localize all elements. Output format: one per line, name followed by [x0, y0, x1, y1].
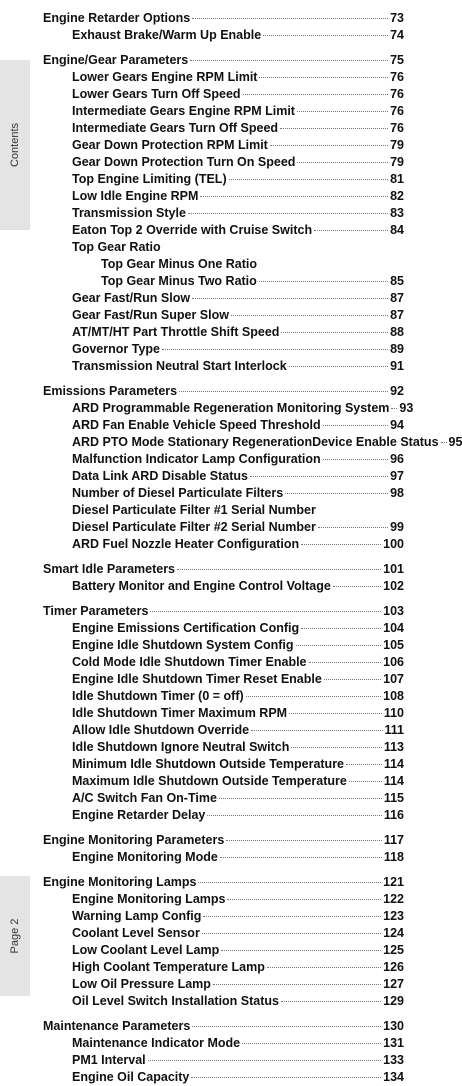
toc-section-heading[interactable]: [43, 874, 404, 891]
section-page-number: 101: [383, 562, 404, 576]
toc-entry[interactable]: [43, 1035, 404, 1052]
entry-title: Intermediate Gears Engine RPM Limit: [72, 104, 295, 118]
entry-page-number: 114: [383, 757, 404, 771]
entry-page-number: 123: [383, 909, 404, 923]
page-tab[interactable]: [0, 876, 30, 996]
entry-page-number: 105: [383, 638, 404, 652]
dot-leader: [207, 815, 381, 816]
entry-title: Low Idle Engine RPM: [72, 189, 199, 203]
entry-page-number: 110: [383, 706, 404, 720]
entry-page-number: 76: [390, 121, 404, 135]
toc-entry[interactable]: [43, 578, 404, 595]
entry-page-number: 76: [390, 70, 404, 84]
dot-leader: [281, 332, 388, 333]
toc-entry[interactable]: [43, 942, 404, 959]
entry-title: Malfunction Indicator Lamp Configuration: [72, 452, 321, 466]
entry-title: Intermediate Gears Turn Off Speed: [72, 121, 279, 135]
entry-page-number: 79: [390, 155, 404, 169]
toc-entry[interactable]: [43, 120, 404, 137]
toc-section-timer-parameters: [43, 603, 404, 824]
toc-entry[interactable]: [43, 637, 404, 654]
dot-leader: [192, 298, 388, 299]
dot-leader: [179, 391, 388, 392]
section-page-number: 75: [390, 53, 404, 67]
section-title: Engine Monitoring Parameters: [43, 833, 225, 847]
section-title: Maintenance Parameters: [43, 1019, 191, 1033]
dot-leader: [226, 840, 382, 841]
dot-leader: [198, 882, 381, 883]
dot-leader: [291, 747, 381, 748]
dot-leader: [281, 1001, 381, 1002]
entry-page-number: 94: [390, 418, 404, 432]
entry-title: Exhaust Brake/Warm Up Enable: [72, 28, 262, 42]
dot-leader: [190, 60, 388, 61]
toc-entry[interactable]: [43, 773, 404, 790]
entry-page-number: 111: [384, 723, 404, 737]
entry-title: Allow Idle Shutdown Override: [72, 723, 250, 737]
entry-title: Gear Down Protection Turn On Speed: [72, 155, 296, 169]
entry-title: Top Gear Ratio: [72, 240, 161, 254]
dot-leader: [349, 781, 382, 782]
entry-title: Idle Shutdown Timer Maximum RPM: [72, 706, 288, 720]
entry-page-number: 81: [390, 172, 404, 186]
dot-leader: [250, 476, 388, 477]
entry-page-number: 107: [383, 672, 404, 686]
dot-leader: [309, 662, 382, 663]
toc-entry[interactable]: [43, 925, 404, 942]
toc-entry[interactable]: [43, 69, 404, 86]
entry-page-number: 79: [390, 138, 404, 152]
entry-page-number: 102: [383, 579, 404, 593]
entry-page-number: 113: [383, 740, 404, 754]
toc-section-engine-monitoring-lamps: [43, 874, 404, 1010]
toc-section-engine-gear-parameters: [43, 52, 404, 375]
entry-page-number: 95: [448, 435, 462, 449]
dot-leader: [162, 349, 388, 350]
section-page-number: 130: [383, 1019, 404, 1033]
page-tab-label: Page 2: [9, 918, 21, 954]
entry-title: Low Coolant Level Lamp: [72, 943, 220, 957]
toc-entry[interactable]: [43, 1052, 404, 1069]
entry-page-number: 106: [383, 655, 404, 669]
toc-entry[interactable]: [43, 705, 404, 722]
entry-page-number: 124: [383, 926, 404, 940]
toc-entry[interactable]: [43, 502, 404, 519]
dot-leader: [289, 713, 382, 714]
entry-title: Data Link ARD Disable Status: [72, 469, 248, 483]
entry-page-number: 91: [390, 359, 404, 373]
toc-entry[interactable]: [43, 273, 404, 290]
dot-leader: [314, 230, 388, 231]
toc-entry[interactable]: [43, 908, 404, 925]
toc-section-heading[interactable]: [43, 383, 404, 400]
entry-title: ARD Programmable Regeneration Monitoring System: [72, 401, 390, 415]
toc-section-heading[interactable]: [43, 52, 404, 69]
dot-leader: [263, 35, 388, 36]
entry-title: Engine Retarder Delay: [72, 808, 206, 822]
entry-page-number: 83: [390, 206, 404, 220]
entry-title: Transmission Style: [72, 206, 186, 220]
toc-section-engine-retarder-options: [43, 10, 404, 44]
dot-leader: [301, 544, 381, 545]
dot-leader: [227, 899, 381, 900]
toc-entry[interactable]: [43, 468, 404, 485]
toc-entry[interactable]: [43, 451, 404, 468]
entry-title: AT/MT/HT Part Throttle Shift Speed: [72, 325, 280, 339]
entry-title: High Coolant Temperature Lamp: [72, 960, 265, 974]
dot-leader: [318, 527, 388, 528]
entry-title: PM1 Interval: [72, 1053, 146, 1067]
toc-entry[interactable]: [43, 86, 404, 103]
toc-entry[interactable]: [43, 671, 404, 688]
entry-title: Coolant Level Sensor: [72, 926, 200, 940]
dot-leader: [346, 764, 382, 765]
entry-title: ARD Fan Enable Vehicle Speed Threshold: [72, 418, 321, 432]
entry-title: Engine Idle Shutdown System Config: [72, 638, 294, 652]
dot-leader: [219, 798, 382, 799]
entry-title: Governor Type: [72, 342, 160, 356]
toc-entry[interactable]: [43, 519, 404, 536]
dot-leader: [285, 493, 388, 494]
entry-page-number: 131: [383, 1036, 404, 1050]
toc-section-heading[interactable]: [43, 832, 404, 849]
dot-leader: [267, 967, 381, 968]
dot-leader: [202, 933, 381, 934]
dot-leader: [192, 1026, 381, 1027]
toc-entry[interactable]: [43, 849, 404, 866]
section-title: Engine/Gear Parameters: [43, 53, 189, 67]
dot-leader: [150, 611, 381, 612]
entry-title: A/C Switch Fan On-Time: [72, 791, 217, 805]
section-title: Engine Retarder Options: [43, 11, 191, 25]
dot-leader: [220, 857, 382, 858]
section-page-number: 73: [390, 11, 404, 25]
dot-leader: [192, 18, 388, 19]
dot-leader: [323, 459, 388, 460]
toc-entry[interactable]: [43, 620, 404, 637]
dot-leader: [203, 916, 381, 917]
entry-page-number: 85: [390, 274, 404, 288]
entry-page-number: 84: [390, 223, 404, 237]
entry-title: Gear Fast/Run Super Slow: [72, 308, 229, 322]
section-title: Emissions Parameters: [43, 384, 178, 398]
toc-entry[interactable]: [43, 290, 404, 307]
entry-page-number: 89: [390, 342, 404, 356]
toc-entry[interactable]: [43, 154, 404, 171]
toc-entry[interactable]: [43, 171, 404, 188]
toc-entry[interactable]: [43, 1069, 404, 1086]
entry-title: Maintenance Indicator Mode: [72, 1036, 241, 1050]
entry-title: Oil Level Switch Installation Status: [72, 994, 279, 1008]
entry-title: Diesel Particulate Filter #2 Serial Number: [72, 520, 316, 534]
entry-page-number: 127: [383, 977, 404, 991]
entry-page-number: 108: [383, 689, 404, 703]
toc-section-emissions-parameters: [43, 383, 462, 553]
toc-entry[interactable]: [43, 256, 404, 273]
toc-section-heading[interactable]: [43, 561, 404, 578]
toc-entry[interactable]: [43, 222, 404, 239]
toc-entry[interactable]: [43, 807, 404, 824]
entry-page-number: 133: [383, 1053, 404, 1067]
entry-title: Engine Idle Shutdown Timer Reset Enable: [72, 672, 322, 686]
dot-leader: [243, 94, 389, 95]
entry-title: Lower Gears Turn Off Speed: [72, 87, 241, 101]
toc-entry[interactable]: [43, 688, 404, 705]
toc-entry[interactable]: [43, 891, 404, 908]
entry-page-number: 118: [383, 850, 404, 864]
dot-leader: [301, 628, 381, 629]
entry-page-number: 126: [383, 960, 404, 974]
contents-tab-label: Contents: [9, 122, 21, 168]
toc-entry[interactable]: [43, 790, 404, 807]
toc-entry[interactable]: [43, 417, 404, 434]
entry-title: Top Gear Minus Two Ratio: [101, 274, 257, 288]
dot-leader: [280, 128, 388, 129]
entry-title: Engine Emissions Certification Config: [72, 621, 300, 635]
entry-title: Diesel Particulate Filter #1 Serial Number: [72, 503, 316, 517]
toc-entry[interactable]: [43, 103, 404, 120]
entry-title: Maximum Idle Shutdown Outside Temperature: [72, 774, 347, 788]
toc-entry[interactable]: [43, 959, 404, 976]
toc-section-heading[interactable]: [43, 1018, 404, 1035]
dot-leader: [324, 679, 381, 680]
toc-entry[interactable]: [43, 756, 404, 773]
toc-entry[interactable]: [43, 27, 404, 44]
entry-title: Idle Shutdown Ignore Neutral Switch: [72, 740, 290, 754]
dot-leader: [391, 408, 397, 409]
dot-leader: [289, 366, 388, 367]
entry-page-number: 87: [390, 308, 404, 322]
toc-entry[interactable]: [43, 341, 404, 358]
toc-entry[interactable]: [43, 976, 404, 993]
entry-page-number: 93: [399, 401, 414, 415]
entry-title: Battery Monitor and Engine Control Voltage: [72, 579, 331, 593]
toc-entry[interactable]: [43, 239, 404, 256]
dot-leader: [259, 281, 388, 282]
toc-section-maintenance-parameters: [43, 1018, 404, 1086]
dot-leader: [148, 1060, 382, 1061]
entry-title: Engine Monitoring Mode: [72, 850, 218, 864]
entry-page-number: 97: [390, 469, 404, 483]
entry-page-number: 74: [390, 28, 404, 42]
entry-title: Cold Mode Idle Shutdown Timer Enable: [72, 655, 307, 669]
entry-page-number: 82: [390, 189, 404, 203]
toc-entry[interactable]: [43, 205, 404, 222]
toc-entry[interactable]: [43, 993, 404, 1010]
dot-leader: [188, 213, 388, 214]
toc-entry[interactable]: [43, 358, 404, 375]
dot-leader: [296, 645, 382, 646]
entry-page-number: 87: [390, 291, 404, 305]
toc-section-heading[interactable]: [43, 603, 404, 620]
entry-page-number: 100: [383, 537, 404, 551]
section-title: Timer Parameters: [43, 604, 149, 618]
toc-entry[interactable]: [43, 739, 404, 756]
entry-page-number: 88: [390, 325, 404, 339]
section-page-number: 121: [383, 875, 404, 889]
table-of-contents: [43, 10, 462, 1086]
dot-leader: [323, 425, 388, 426]
entry-title: Engine Monitoring Lamps: [72, 892, 226, 906]
entry-page-number: 134: [383, 1070, 404, 1084]
entry-title: Minimum Idle Shutdown Outside Temperature: [72, 757, 345, 771]
dot-leader: [242, 1043, 381, 1044]
entry-page-number: 115: [383, 791, 404, 805]
section-page-number: 92: [390, 384, 404, 398]
toc-entry[interactable]: [43, 137, 404, 154]
entry-page-number: 99: [390, 520, 404, 534]
section-page-number: 117: [383, 833, 404, 847]
entry-page-number: 116: [383, 808, 404, 822]
dot-leader: [177, 569, 381, 570]
toc-entry[interactable]: [43, 434, 462, 451]
dot-leader: [246, 696, 381, 697]
toc-entry[interactable]: [43, 307, 404, 324]
section-title: Smart Idle Parameters: [43, 562, 176, 576]
entry-title: Number of Diesel Particulate Filters: [72, 486, 284, 500]
entry-title: Gear Down Protection RPM Limit: [72, 138, 268, 152]
entry-page-number: 122: [383, 892, 404, 906]
dot-leader: [441, 442, 447, 443]
toc-entry[interactable]: [43, 324, 404, 341]
dot-leader: [333, 586, 381, 587]
dot-leader: [259, 77, 388, 78]
entry-title: Gear Fast/Run Slow: [72, 291, 191, 305]
section-page-number: 103: [383, 604, 404, 618]
toc-entry[interactable]: [43, 400, 414, 417]
entry-page-number: 98: [390, 486, 404, 500]
entry-title: Eaton Top 2 Override with Cruise Switch: [72, 223, 313, 237]
toc-entry[interactable]: [43, 536, 404, 553]
entry-page-number: 76: [390, 87, 404, 101]
entry-page-number: 76: [390, 104, 404, 118]
entry-page-number: 104: [383, 621, 404, 635]
entry-page-number: 114: [383, 774, 404, 788]
dot-leader: [270, 145, 388, 146]
dot-leader: [251, 730, 382, 731]
toc-entry[interactable]: [43, 188, 404, 205]
toc-entry[interactable]: [43, 722, 404, 739]
entry-page-number: 129: [383, 994, 404, 1008]
dot-leader: [213, 984, 381, 985]
entry-title: Low Oil Pressure Lamp: [72, 977, 211, 991]
dot-leader: [200, 196, 388, 197]
dot-leader: [221, 950, 381, 951]
toc-entry[interactable]: [43, 485, 404, 502]
toc-entry[interactable]: [43, 654, 404, 671]
toc-section-heading[interactable]: [43, 10, 404, 27]
entry-title: Warning Lamp Config: [72, 909, 202, 923]
entry-title: Idle Shutdown Timer (0 = off): [72, 689, 244, 703]
entry-page-number: 96: [390, 452, 404, 466]
entry-title: Top Gear Minus One Ratio: [101, 257, 258, 271]
entry-title: Engine Oil Capacity: [72, 1070, 190, 1084]
section-title: Engine Monitoring Lamps: [43, 875, 197, 889]
entry-title: Lower Gears Engine RPM Limit: [72, 70, 258, 84]
dot-leader: [231, 315, 388, 316]
toc-section-engine-monitoring-parameters: [43, 832, 404, 866]
dot-leader: [297, 162, 388, 163]
entry-title: ARD PTO Mode Stationary RegenerationDevice Enable Status: [72, 435, 439, 449]
entry-title: ARD Fuel Nozzle Heater Configuration: [72, 537, 300, 551]
dot-leader: [229, 179, 388, 180]
contents-tab[interactable]: [0, 60, 30, 230]
entry-title: Top Engine Limiting (TEL): [72, 172, 227, 186]
toc-section-smart-idle-parameters: [43, 561, 404, 595]
entry-title: Transmission Neutral Start Interlock: [72, 359, 287, 373]
entry-page-number: 125: [383, 943, 404, 957]
dot-leader: [297, 111, 388, 112]
dot-leader: [191, 1077, 381, 1078]
